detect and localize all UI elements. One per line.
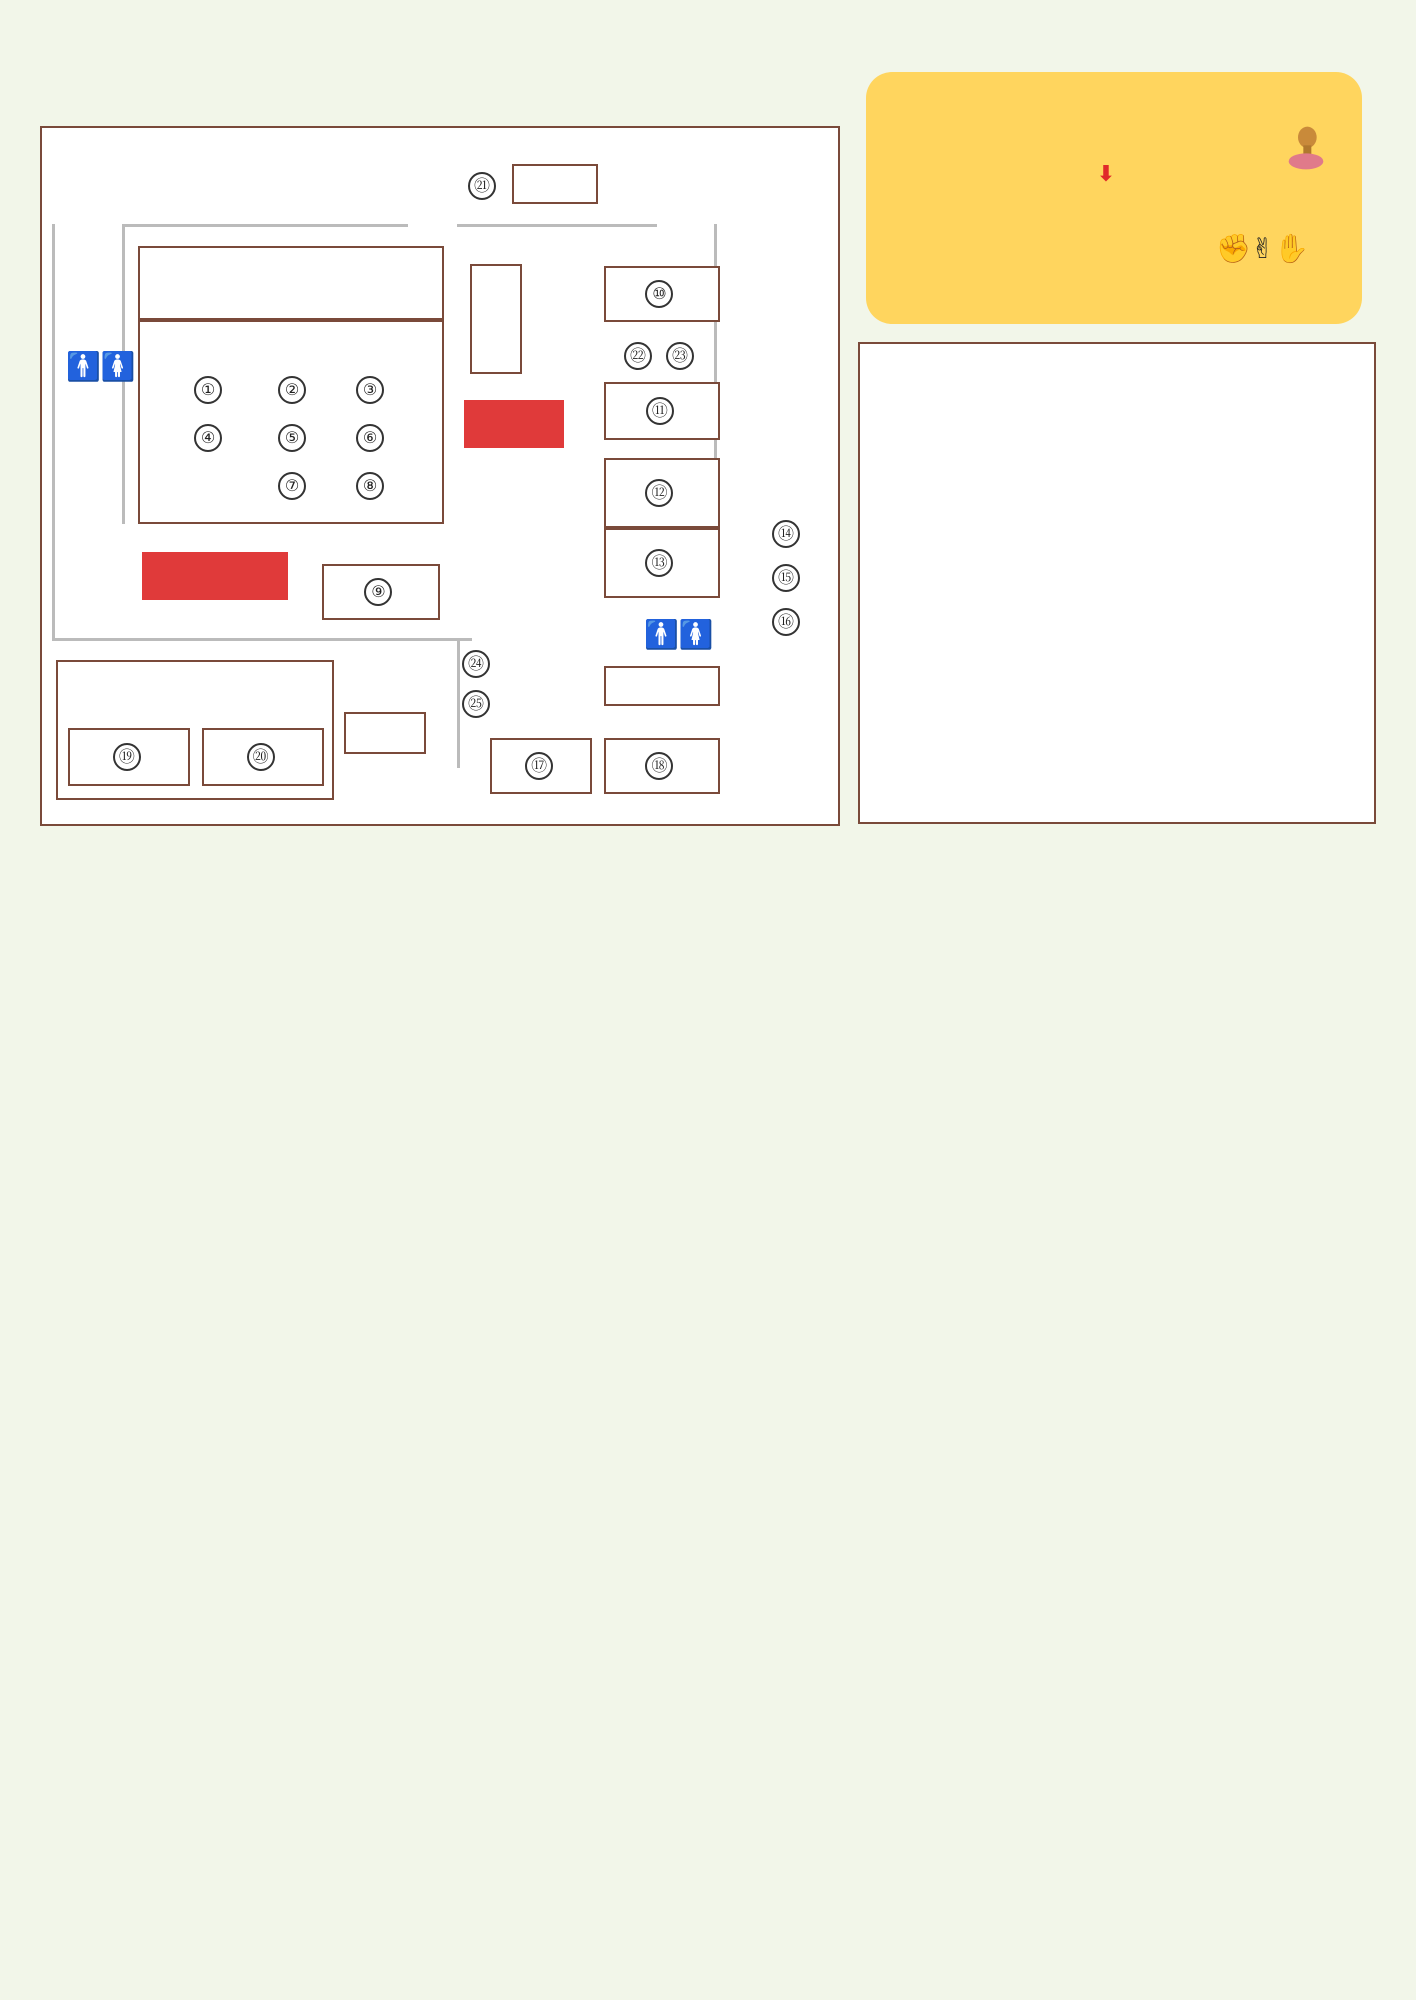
restroom-icon: 🚹🚺: [66, 350, 136, 383]
venue-map: ① ② ③ ④ ⑤ ⑥ ⑦ ⑧ 🚹🚺 ㉑ ⑩ ㉒ ㉓ ⑪ ⑫ ⑬ ⑭ ⑮ ⑯ ⑨ 🚹🚺 ㉔ ㉕ ⑰ ⑱ ⑲ ⑳: [40, 126, 840, 826]
admin-office: [604, 666, 720, 706]
arrow-down-icon: ⬇: [1096, 162, 1116, 187]
info-room: [470, 264, 522, 374]
room-monozukuri: ⑪: [604, 382, 720, 440]
room-conf2: ⑩: [604, 266, 720, 322]
room-wa: ⑱: [604, 738, 720, 794]
room-cooking: ⑫: [604, 458, 720, 528]
stage-room: [138, 246, 444, 320]
room-white: ⑨: [322, 564, 440, 620]
room-oyako: ⑲: [68, 728, 190, 786]
room-conf3: ⑳: [202, 728, 324, 786]
janken-hands-icon: ✊✌✋: [1216, 232, 1310, 265]
janken-prize-booth: [142, 552, 288, 600]
stamp-rally-panel: [866, 72, 1362, 324]
north-entrance: [512, 164, 598, 204]
stamp-icon: [1286, 124, 1326, 172]
stage-events: [858, 342, 1376, 824]
restroom-icon-2: 🚹🚺: [644, 618, 714, 651]
south-entrance: [344, 712, 426, 754]
room-shokukobo: ⑬: [604, 528, 720, 598]
south-galleria: ⑰: [490, 738, 592, 794]
stamp-exchange-booth: [464, 400, 564, 448]
